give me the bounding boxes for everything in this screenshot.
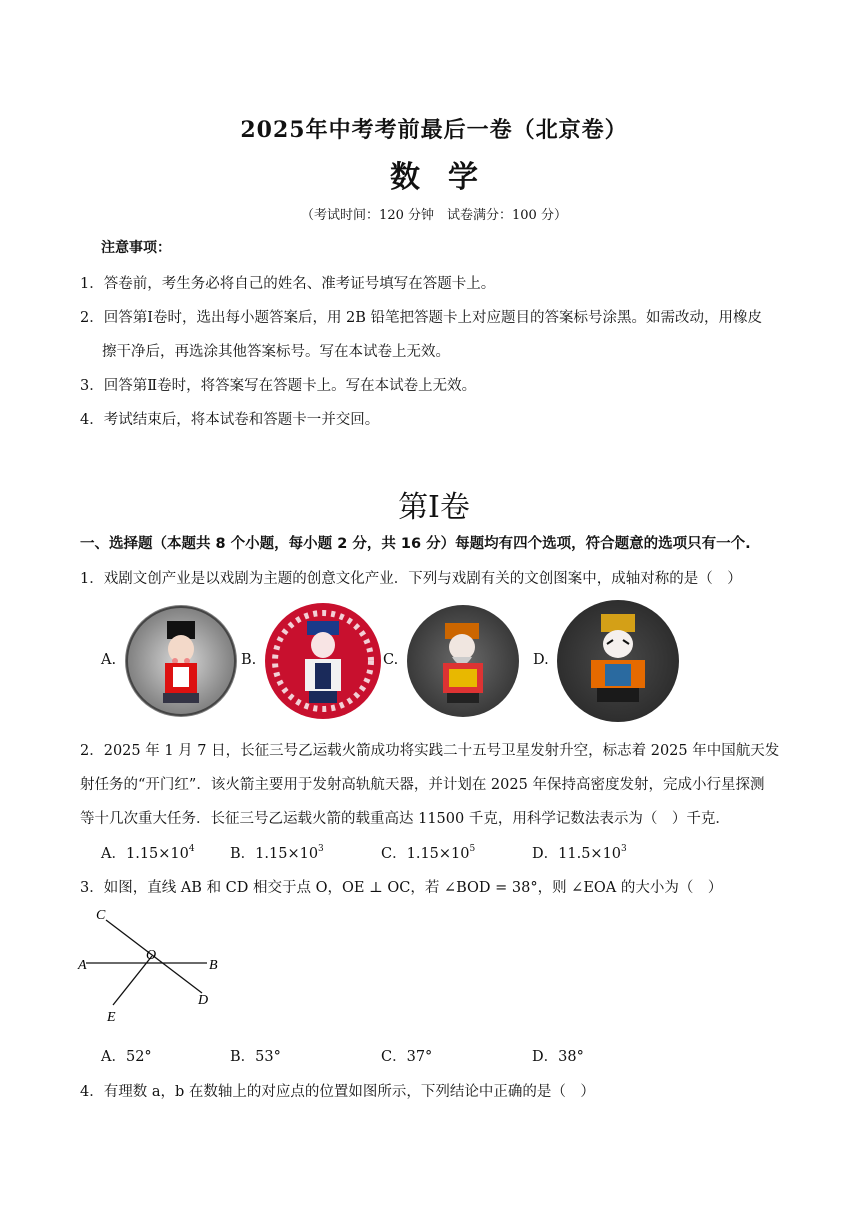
subject-title [0, 152, 868, 196]
section-title: 第Ⅰ卷 [398, 490, 470, 525]
question-2-line: 2．2025 年 1 月 7 日，长征三号乙运载火箭成功将实践二十五号卫星发射升空，标志着 2025 年中国航天发 [80, 743, 780, 759]
point-a-label: A [78, 958, 87, 973]
option-exponent: 5 [469, 844, 476, 854]
opera-figure-a-icon [125, 605, 237, 717]
notice-heading: 注意事项： [101, 240, 171, 256]
option-base: 11.5×10 [558, 846, 622, 862]
subject-char-2: 学 [448, 160, 478, 195]
q2-option-a [101, 842, 195, 863]
question-2-line: 等十几次重大任务．长征三号乙运载火箭的载重高达 11500 千克，用科学记数法表示为（ ）千克． [80, 811, 730, 827]
q3-option-b: B．53° [230, 1049, 281, 1065]
notice-item: 3．回答第Ⅱ卷时，将答案写在答题卡上。写在本试卷上无效。 [80, 378, 477, 394]
option-exponent: 3 [318, 844, 324, 854]
opera-medallion-a [125, 605, 237, 717]
option-exponent: 3 [621, 844, 627, 854]
option-base: 1.15×10 [125, 846, 189, 862]
q3-option-a: A．52° [101, 1049, 152, 1065]
opera-medallion-d [557, 600, 679, 722]
question-4-stem: 4．有理数 a，b 在数轴上的对应点的位置如图所示，下列结论中正确的是（ ） [80, 1084, 595, 1100]
opera-figure-c-icon [407, 605, 519, 717]
point-c-label: C [96, 908, 106, 923]
q3-option-d: D．38° [532, 1049, 584, 1065]
intersecting-lines-diagram [70, 905, 240, 1030]
part-heading: 一、选择题（本题共 8 个小题，每小题 2 分，共 16 分）每题均有四个选项，符合题意的选项只有一个. [80, 536, 751, 552]
point-d-label: D [198, 993, 209, 1008]
q1-option-d-label: D. [533, 652, 549, 668]
q1-option-c-label: C. [383, 652, 399, 668]
q2-option-d [532, 842, 627, 863]
q1-option-b-label: B. [241, 652, 257, 668]
exam-title: 2025年中考考前最后一卷（北京卷） [240, 117, 628, 143]
subject-char-1: 数 [390, 160, 420, 195]
option-label: A． [101, 846, 126, 862]
point-o-label: O [146, 948, 157, 963]
exam-meta: （考试时间：120 分钟 试卷满分：100 分） [301, 208, 567, 223]
option-label: C． [381, 846, 407, 862]
option-base: 1.15×10 [406, 846, 470, 862]
opera-figure-d-icon [557, 600, 679, 722]
option-exponent: 4 [188, 844, 195, 854]
question-3-stem: 3．如图，直线 AB 和 CD 相交于点 O，OE ⊥ OC，若 ∠BOD = 38°，则 ∠EOA 的大小为（ ） [80, 880, 723, 896]
q1-option-a-label: A. [101, 652, 117, 668]
opera-medallion-b [265, 603, 381, 719]
option-base: 1.15×10 [255, 846, 319, 862]
notice-item: 1．答卷前，考生务必将自己的姓名、准考证号填写在答题卡上。 [80, 276, 496, 292]
point-e-label: E [107, 1010, 116, 1025]
q2-option-c [381, 842, 475, 863]
notice-item: 2．回答第Ⅰ卷时，选出每小题答案后，用 2B 铅笔把答题卡上对应题目的答案标号涂黑。如需改动，用橡皮 [80, 310, 763, 326]
notice-item: 擦干净后，再选涂其他答案标号。写在本试卷上无效。 [102, 344, 450, 360]
option-label: D． [532, 846, 559, 862]
question-2-line: 射任务的“开门红”．该火箭主要用于发射高轨航天器，并计划在 2025 年保持高密度发射，完成小行星探测 [80, 777, 765, 793]
q3-option-c: C．37° [381, 1049, 433, 1065]
opera-figure-b-icon [265, 603, 381, 719]
question-1-stem: 1．戏剧文创产业是以戏剧为主题的创意文化产业．下列与戏剧有关的文创图案中，成轴对称的是（ ） [80, 571, 742, 587]
q2-option-b [230, 842, 324, 863]
point-b-label: B [209, 958, 218, 973]
notice-item: 4．考试结束后，将本试卷和答题卡一并交回。 [80, 412, 380, 428]
option-label: B． [230, 846, 256, 862]
opera-medallion-c [407, 605, 519, 717]
